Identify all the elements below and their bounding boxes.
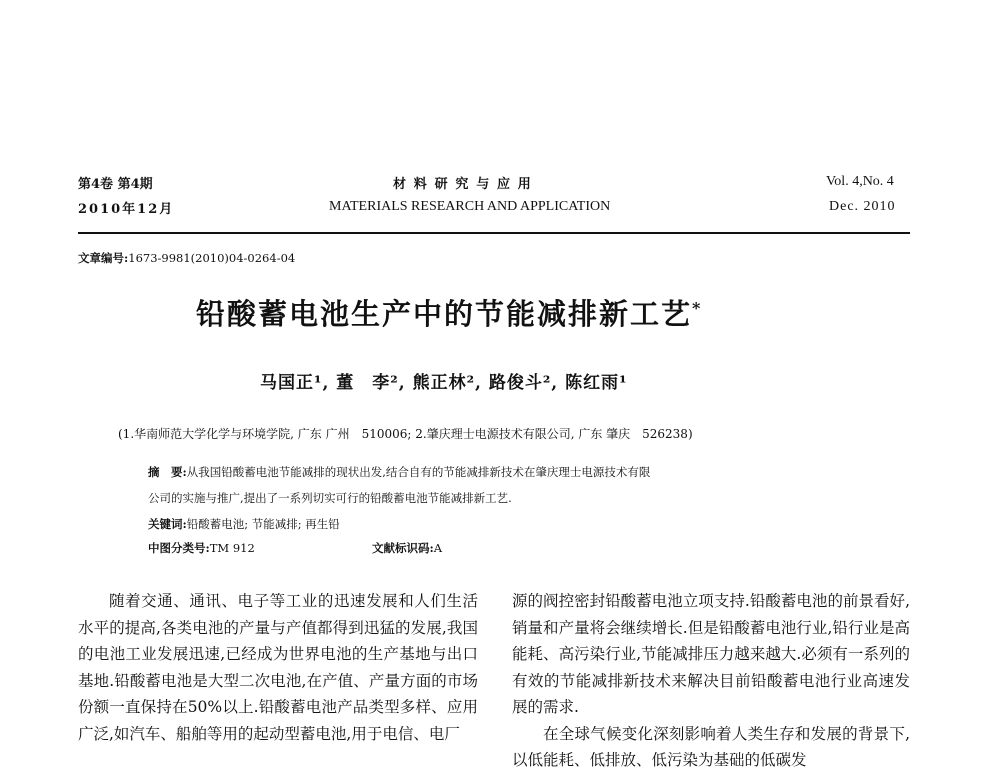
volume-issue: 第4卷 第4期 — [78, 177, 153, 192]
paper-title — [196, 292, 702, 333]
body-paragraph: 在全球气候变化深刻影响着人类生存和发展的背景下,以低能耗、低排放、低污染为基础的低碳发 — [512, 724, 910, 769]
abstract — [148, 459, 848, 537]
body-column-left — [78, 588, 478, 747]
document-code — [372, 540, 442, 556]
doc-code-label: 文献标识码: — [372, 541, 434, 555]
journal-title-cn: 材料研究与应用 — [393, 177, 539, 192]
body-paragraph: 源的阀控密封铅酸蓄电池立项支持.铅酸蓄电池的前景看好,销量和产量将会继续增长.但是铅酸蓄电池行业,铅行业是高能耗、高污染行业,节能减排压力越来越大.必须有一系列的有效的节能减排新技术来解决目前铅酸蓄电池行业高速发展的需求. — [512, 592, 910, 716]
keywords-value: 铅酸蓄电池; 节能减排; 再生铅 — [186, 517, 340, 531]
header-rule — [78, 232, 910, 234]
keywords — [148, 511, 848, 537]
article-number — [78, 250, 295, 266]
clc-label: 中图分类号: — [148, 541, 210, 555]
abstract-line-2: 公司的实施与推广,提出了一系列切实可行的铅酸蓄电池节能减排新工艺. — [148, 491, 512, 505]
doc-code-value: A — [433, 541, 443, 555]
volume-en: Vol. 4,No. 4 — [826, 174, 894, 189]
journal-title-en: MATERIALS RESEARCH AND APPLICATION — [329, 199, 611, 214]
authors: 马国正¹, 董 李², 熊正林², 路俊斗², 陈红雨¹ — [260, 373, 628, 393]
clc-number — [148, 540, 255, 556]
affiliations: (1.华南师范大学化学与环境学院, 广东 广州 510006; 2.肇庆理士电源技术有限公司, 广东 肇庆 526238) — [118, 427, 693, 441]
body-column-right — [512, 588, 910, 774]
date-en: Dec. 2010 — [829, 199, 896, 214]
article-number-value: 1673-9981(2010)04-0264-04 — [128, 251, 296, 265]
abstract-line-1: 摘 要:从我国铅酸蓄电池节能减排的现状出发,结合自有的节能减排新技术在肇庆理士电源技术有限 — [148, 465, 651, 479]
clc-value: TM 912 — [209, 541, 255, 555]
date-cn: 2010年12月 — [78, 202, 175, 217]
keywords-label: 关键词: — [148, 517, 187, 531]
abstract-label: 摘 要: — [148, 465, 187, 479]
body-paragraph: 随着交通、通讯、电子等工业的迅速发展和人们生活水平的提高,各类电池的产量与产值都得到迅猛的发展,我国的电池工业发展迅速,已经成为世界电池的生产基地与出口基地.铅酸蓄电池是大型二次电池,在产值、产量方面的市场份额一直保持在50%以上.铅酸蓄电池产品类型多样、应用广泛,如汽车、船舶等用的起动型蓄电池,用于电信、电厂 — [78, 592, 478, 743]
article-number-label: 文章编号: — [78, 251, 129, 265]
title-footnote-mark: * — [692, 298, 703, 318]
paper-title-text: 铅酸蓄电池生产中的节能减排新工艺 — [196, 297, 693, 331]
